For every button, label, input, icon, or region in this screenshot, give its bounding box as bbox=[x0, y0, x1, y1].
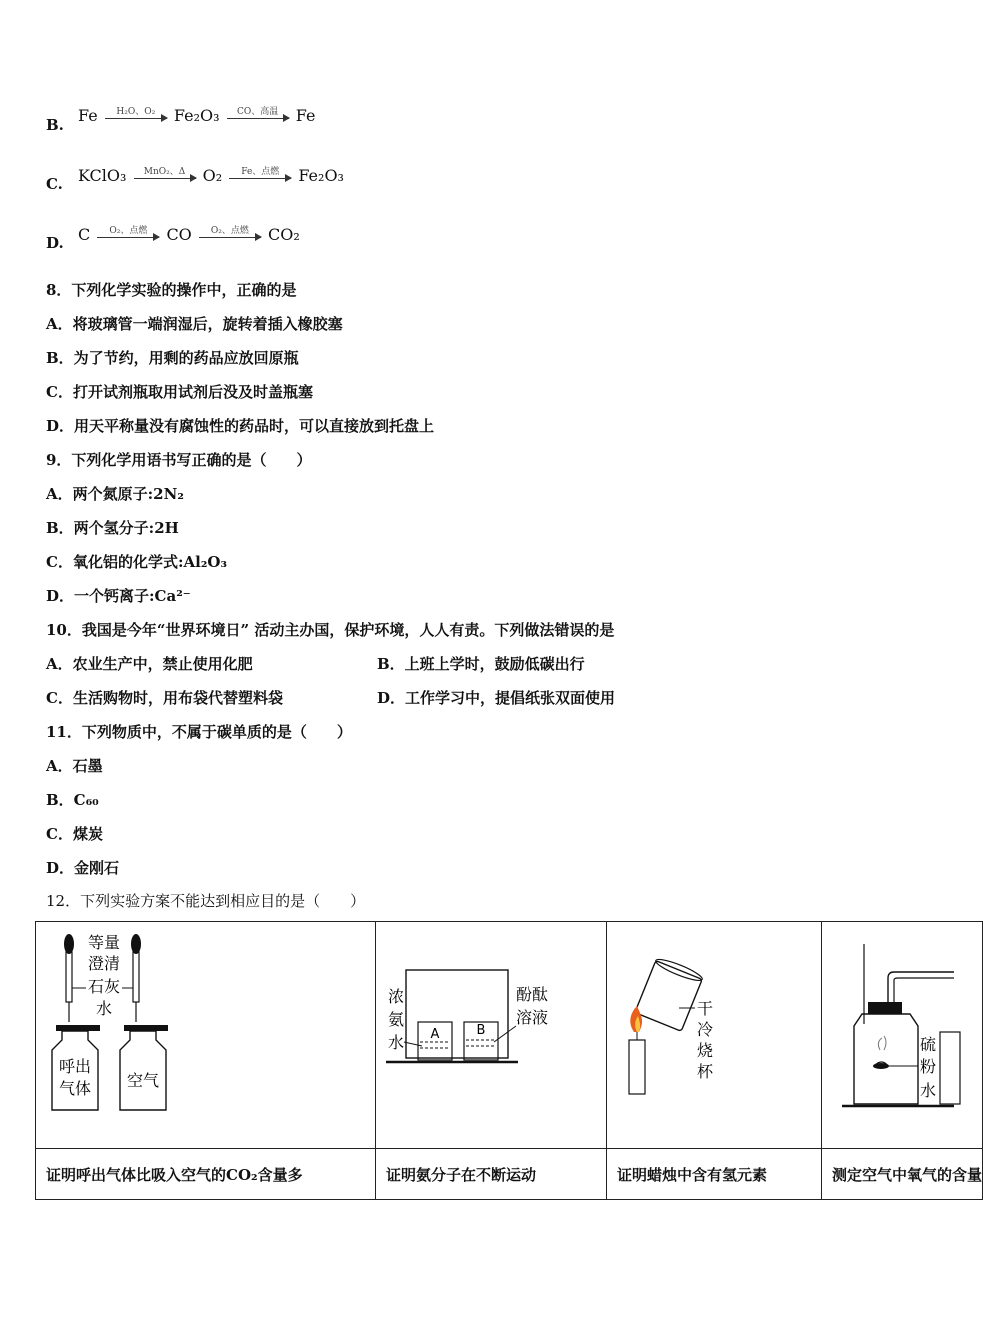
exp2-diagram bbox=[376, 922, 606, 1144]
option-letter: B. bbox=[46, 116, 64, 134]
reaction-arrow bbox=[229, 167, 291, 179]
jar-label: 气体 bbox=[58, 1079, 92, 1098]
label-text: 水 bbox=[919, 1081, 937, 1100]
q8-stem: 8．下列化学实验的操作中，正确的是 bbox=[46, 281, 297, 299]
q12-stem: 12．下列实验方案不能达到相应目的是（ ） bbox=[46, 892, 366, 910]
jar-label: 空气 bbox=[126, 1071, 160, 1090]
q10-stem: 10．我国是今年“世界环境日” 活动主办国，保护环境，人人有责。下列做法错误的是 bbox=[46, 621, 615, 639]
label-text: 干 bbox=[696, 999, 714, 1018]
reactant: Fe bbox=[78, 106, 98, 125]
exp4-caption: 测定空气中氧气的含量 bbox=[822, 1149, 983, 1200]
label-text: 酚酞 bbox=[515, 985, 549, 1004]
reaction-equation bbox=[78, 225, 300, 244]
q11-stem: 11．下列物质中，不属于碳单质的是（ ） bbox=[46, 723, 352, 741]
exp4-figure bbox=[822, 922, 983, 1149]
reaction-condition: O₂、点燃 bbox=[109, 226, 148, 236]
reaction-arrow bbox=[227, 107, 289, 119]
label-text: 澄清 bbox=[87, 954, 121, 973]
exp3-caption: 证明蜡烛中含有氢元素 bbox=[607, 1149, 822, 1200]
reaction-arrow bbox=[199, 226, 261, 238]
reaction-condition: Fe、点燃 bbox=[241, 167, 280, 177]
q9-option-c: C．氧化铝的化学式:Al₂O₃ bbox=[46, 553, 228, 571]
reaction-condition: O₂、点燃 bbox=[210, 226, 249, 236]
exp1-diagram bbox=[36, 922, 375, 1144]
q8-option-a: A．将玻璃管一端润湿后，旋转着插入橡胶塞 bbox=[46, 315, 343, 333]
label-text: 硫 bbox=[919, 1035, 937, 1054]
q8-option-b: B．为了节约，用剩的药品应放回原瓶 bbox=[46, 349, 299, 367]
product: Fe bbox=[295, 106, 316, 125]
intermediate: Fe₂O₃ bbox=[173, 106, 220, 125]
option-letter: C. bbox=[46, 175, 63, 193]
q11-option-b: B．C₆₀ bbox=[46, 791, 99, 809]
q8-option-c: C．打开试剂瓶取用试剂后没及时盖瓶塞 bbox=[46, 383, 313, 401]
exp3-diagram bbox=[607, 922, 821, 1144]
exp1-figure bbox=[36, 922, 376, 1149]
label-text: 氨 bbox=[387, 1010, 405, 1029]
experiment-table bbox=[35, 921, 983, 1200]
q9-option-a: A．两个氮原子:2N₂ bbox=[46, 485, 184, 503]
label-text: 浓 bbox=[387, 987, 405, 1006]
jar-label: 呼出 bbox=[58, 1057, 92, 1076]
label-text: 水 bbox=[95, 999, 113, 1018]
intermediate: O₂ bbox=[202, 166, 223, 185]
exp1-caption: 证明呼出气体比吸入空气的CO₂含量多 bbox=[36, 1149, 376, 1200]
q10-option-a: A．农业生产中，禁止使用化肥 bbox=[46, 655, 253, 673]
reaction-condition: CO、高温 bbox=[236, 107, 279, 117]
q11-option-d: D．金刚石 bbox=[46, 859, 120, 877]
q10-option-c: C．生活购物时，用布袋代替塑料袋 bbox=[46, 689, 283, 707]
q8-option-d: D．用天平称量没有腐蚀性的药品时，可以直接放到托盘上 bbox=[46, 417, 435, 435]
label-text: 烧 bbox=[696, 1041, 714, 1060]
label-text: 冷 bbox=[696, 1020, 714, 1039]
reaction-arrow bbox=[97, 226, 159, 238]
exp3-figure bbox=[607, 922, 822, 1149]
reaction-equation bbox=[78, 166, 344, 185]
q10-option-b: B．上班上学时，鼓励低碳出行 bbox=[377, 655, 585, 673]
q9-option-d: D．一个钙离子:Ca²⁻ bbox=[46, 587, 191, 605]
beaker-label: B bbox=[476, 1023, 486, 1038]
q9-stem: 9．下列化学用语书写正确的是（ ） bbox=[46, 451, 312, 469]
beaker-label: A bbox=[430, 1027, 440, 1042]
reactant: C bbox=[78, 225, 91, 244]
label-text: 粉 bbox=[919, 1057, 937, 1076]
product: CO₂ bbox=[267, 225, 300, 244]
label-text: 水 bbox=[387, 1033, 405, 1052]
q11-option-c: C．煤炭 bbox=[46, 825, 103, 843]
exp4-diagram bbox=[822, 922, 954, 1144]
q9-option-b: B．两个氢分子:2H bbox=[46, 519, 179, 537]
reactant: KClO₃ bbox=[78, 166, 127, 185]
option-letter: D. bbox=[46, 234, 64, 252]
label-text: 杯 bbox=[696, 1062, 714, 1081]
reaction-condition: MnO₂、Δ bbox=[143, 167, 186, 177]
reaction-arrow bbox=[134, 167, 196, 179]
reaction-equation bbox=[78, 106, 315, 125]
q11-option-a: A．石墨 bbox=[46, 757, 103, 775]
label-text: 溶液 bbox=[515, 1008, 549, 1027]
intermediate: CO bbox=[166, 225, 192, 244]
exp2-figure bbox=[376, 922, 607, 1149]
product: Fe₂O₃ bbox=[298, 166, 344, 185]
reaction-condition: H₂O、O₂ bbox=[116, 107, 156, 117]
q10-option-d: D．工作学习中，提倡纸张双面使用 bbox=[377, 689, 616, 707]
label-text: 等量 bbox=[87, 933, 121, 952]
exp2-caption: 证明氨分子在不断运动 bbox=[376, 1149, 607, 1200]
label-text: 石灰 bbox=[87, 977, 121, 996]
reaction-arrow bbox=[105, 107, 167, 119]
